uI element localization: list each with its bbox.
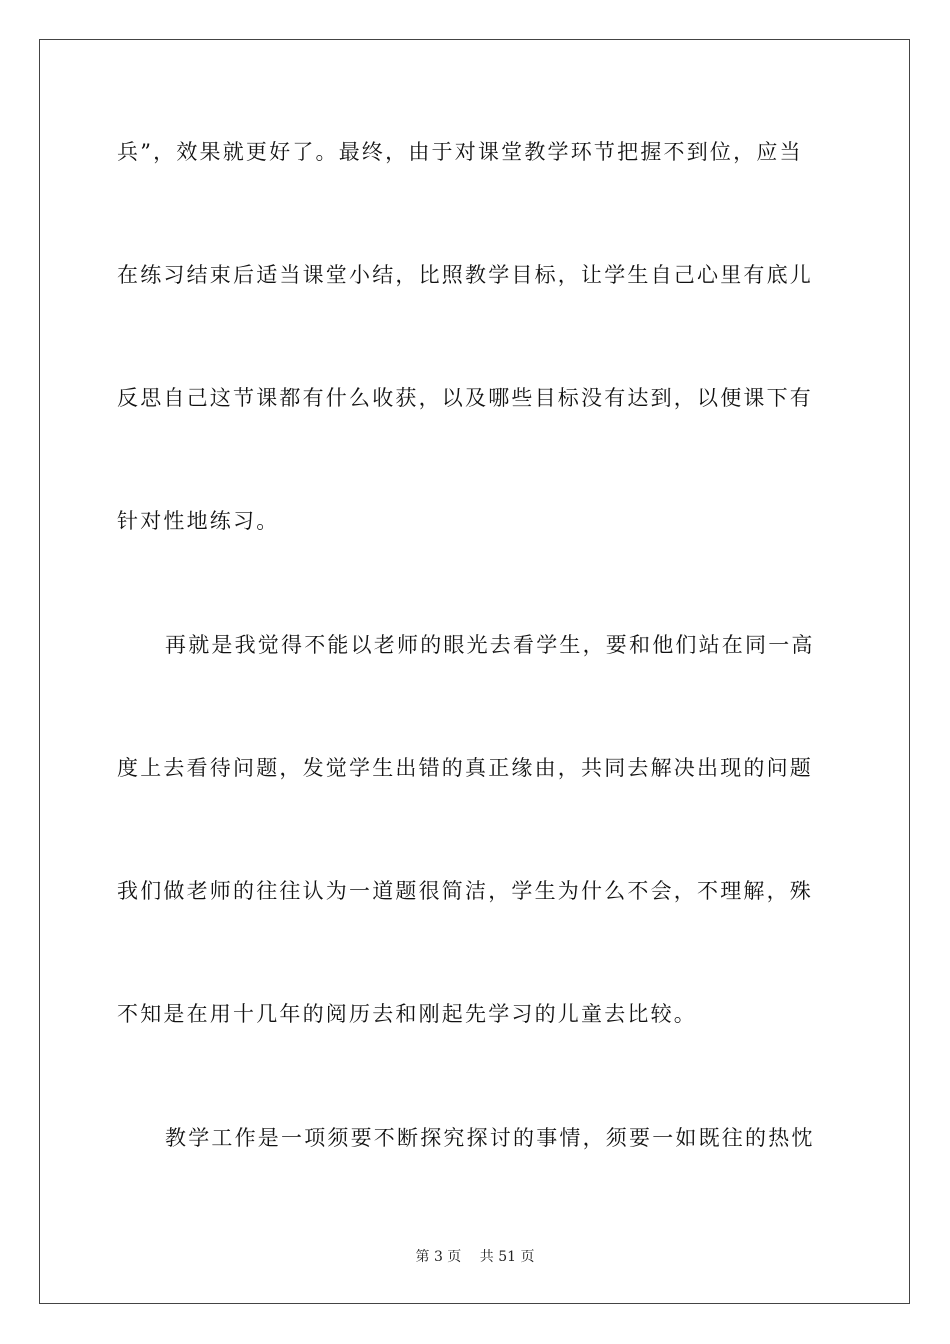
page-number-footer: 第 3 页 共 51 页 — [415, 1249, 535, 1265]
body-text-line: 我们做老师的往往认为一道题很简洁，学生为什么不会，不理解，殊 — [117, 879, 813, 903]
body-text-line: 针对性地练习。 — [117, 509, 280, 533]
page-border — [39, 39, 910, 1304]
paragraph-start-line: 教学工作是一项须要不断探究探讨的事情，须要一如既往的热忱 — [165, 1126, 815, 1150]
body-text-line: 在练习结束后适当课堂小结，比照教学目标，让学生自己心里有底儿 — [117, 263, 813, 287]
body-text-line: 兵”，效果就更好了。最终，由于对课堂教学环节把握不到位，应当 — [117, 140, 803, 164]
body-text-line: 反思自己这节课都有什么收获，以及哪些目标没有达到，以便课下有 — [117, 386, 813, 410]
body-text-line: 度上去看待问题，发觉学生出错的真正缘由，共同去解决出现的问题 — [117, 756, 813, 780]
paragraph-start-line: 再就是我觉得不能以老师的眼光去看学生，要和他们站在同一高 — [165, 633, 815, 657]
body-text-line: 不知是在用十几年的阅历去和刚起先学习的儿童去比较。 — [117, 1002, 697, 1026]
